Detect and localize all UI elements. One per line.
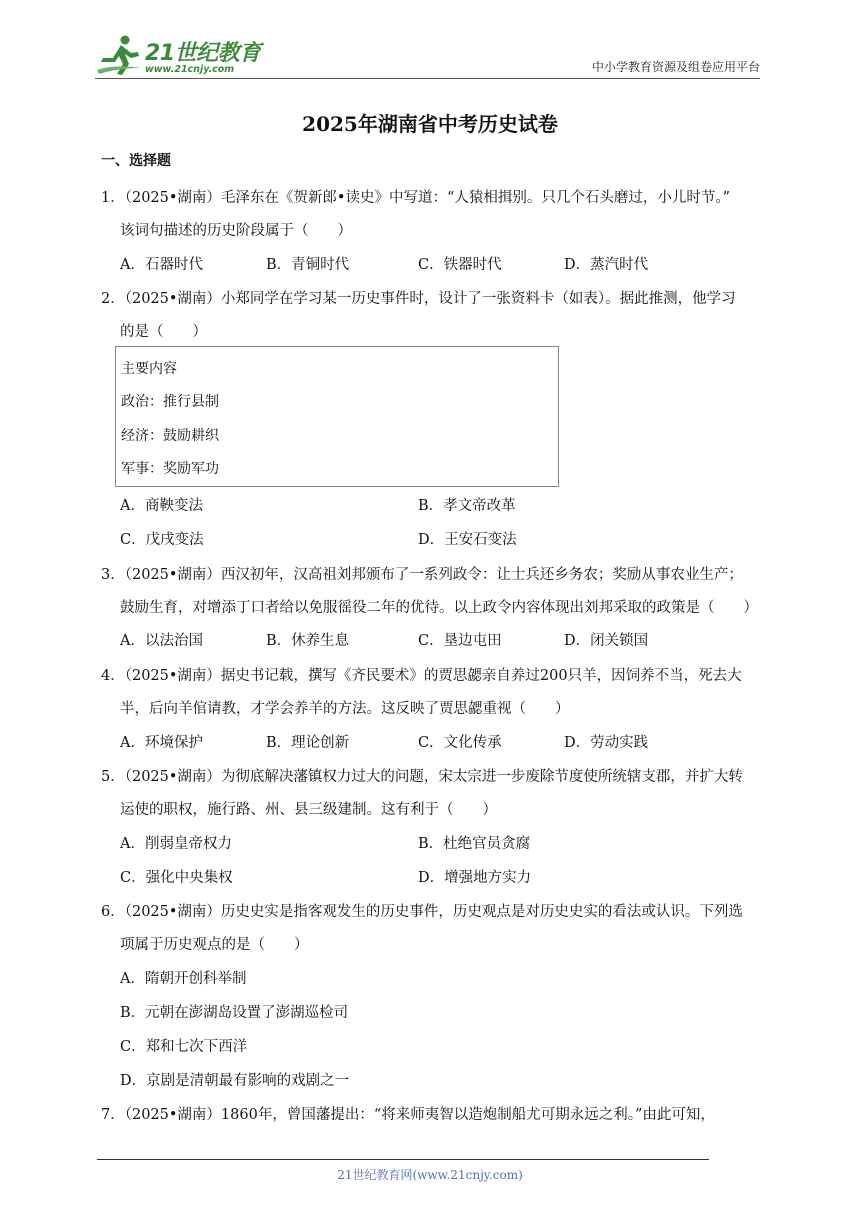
- question-6-option-b[interactable]: B．元朝在澎湖岛设置了澎湖巡检司: [120, 1005, 349, 1021]
- runner-logo-icon: [95, 34, 143, 78]
- question-2-option-b[interactable]: B．孝文帝改革: [418, 498, 516, 514]
- footer-divider: [97, 1159, 709, 1160]
- question-6-option-c[interactable]: C．郑和七次下西洋: [120, 1039, 248, 1055]
- question-4-option-b[interactable]: B．理论创新: [266, 735, 350, 751]
- question-2-option-d[interactable]: D．王安石变法: [418, 532, 517, 548]
- question-3-option-c[interactable]: C．垦边屯田: [418, 633, 502, 649]
- page-header: [95, 28, 760, 80]
- question-1-option-c[interactable]: C．铁器时代: [418, 257, 502, 273]
- question-2-stem-cont: 的是（ ）: [120, 324, 207, 340]
- question-5-option-c[interactable]: C．强化中央集权: [120, 870, 233, 886]
- question-2-material-table: [115, 346, 559, 487]
- question-7-stem: 7．（2025•湖南）1860年，曾国藩提出：“将来师夷智以造炮制船尤可期永远之利。”由此可知，: [101, 1107, 715, 1123]
- question-3-option-b[interactable]: B．休养生息: [266, 633, 350, 649]
- table-row: 军事：奖励军功: [121, 461, 219, 477]
- page-footer: 21世纪教育网(www.21cnjy.com): [337, 1168, 523, 1182]
- question-1-stem: 1．（2025•湖南）毛泽东在《贺新郎•读史》中写道：“人猿相揖别。只几个石头磨过，小儿时节。”: [101, 190, 731, 206]
- logo: [95, 34, 270, 78]
- question-4-stem: 4．（2025•湖南）据史书记载，撰写《齐民要术》的贾思勰亲自养过200只羊，因饲养不当，死去大: [101, 668, 742, 684]
- page-title: 2025年湖南省中考历史试卷: [302, 112, 558, 136]
- table-row: 政治：推行县制: [121, 394, 219, 410]
- question-4-option-c[interactable]: C．文化传承: [418, 735, 502, 751]
- logo-url: www.21cnjy.com: [145, 64, 235, 75]
- question-3-option-a[interactable]: A．以法治国: [120, 633, 203, 649]
- question-1-option-d[interactable]: D．蒸汽时代: [564, 257, 649, 273]
- question-6-option-a[interactable]: A．隋朝开创科举制: [120, 971, 247, 987]
- platform-name: 中小学教育资源及组卷应用平台: [591, 60, 760, 74]
- table-row: 经济：鼓励耕织: [121, 428, 219, 444]
- question-5-option-b[interactable]: B．杜绝官员贪腐: [418, 836, 531, 852]
- question-4-option-d[interactable]: D．劳动实践: [564, 735, 649, 751]
- section-heading: 一、选择题: [101, 153, 171, 169]
- logo-brand: 21世纪教育: [145, 41, 261, 66]
- question-3-option-d[interactable]: D．闭关锁国: [564, 633, 649, 649]
- question-5-option-a[interactable]: A．削弱皇帝权力: [120, 836, 232, 852]
- question-1-option-b[interactable]: B．青铜时代: [266, 257, 350, 273]
- question-5-stem: 5．（2025•湖南）为彻底解决藩镇权力过大的问题，宋太宗进一步废除节度使所统辖支郡，并扩大转: [101, 769, 743, 785]
- table-row: 主要内容: [121, 361, 177, 377]
- question-6-option-d[interactable]: D．京剧是清朝最有影响的戏剧之一: [120, 1073, 350, 1089]
- question-5-option-d[interactable]: D．增强地方实力: [418, 870, 532, 886]
- header-divider: [95, 78, 760, 79]
- question-4-option-a[interactable]: A．环境保护: [120, 735, 203, 751]
- question-1-option-a[interactable]: A．石器时代: [120, 257, 203, 273]
- question-4-stem-cont: 半，后向羊倌请教，才学会养羊的方法。这反映了贾思勰重视（ ）: [120, 701, 570, 717]
- question-1-stem-cont: 该词句描述的历史阶段属于（ ）: [120, 223, 352, 239]
- question-6-stem-cont: 项属于历史观点的是（ ）: [120, 937, 309, 953]
- question-5-stem-cont: 运使的职权，施行路、州、县三级建制。这有利于（ ）: [120, 802, 497, 818]
- question-3-stem-cont: 鼓励生育，对增添丁口者给以免服徭役二年的优待。以上政令内容体现出刘邦采取的政策是（ ）: [120, 600, 758, 616]
- question-6-stem: 6．（2025•湖南）历史史实是指客观发生的历史事件，历史观点是对历史史实的看法或认识。下列选: [101, 904, 743, 920]
- question-2-option-a[interactable]: A．商鞅变法: [120, 498, 203, 514]
- question-2-stem: 2．（2025•湖南）小郑同学在学习某一历史事件时，设计了一张资料卡（如表）。据此推测，他学习: [101, 291, 736, 307]
- question-2-option-c[interactable]: C．戊戌变法: [120, 532, 204, 548]
- question-3-stem: 3．（2025•湖南）西汉初年，汉高祖刘邦颁布了一系列政令：让士兵还乡务农；奖励从事农业生产；: [101, 567, 743, 583]
